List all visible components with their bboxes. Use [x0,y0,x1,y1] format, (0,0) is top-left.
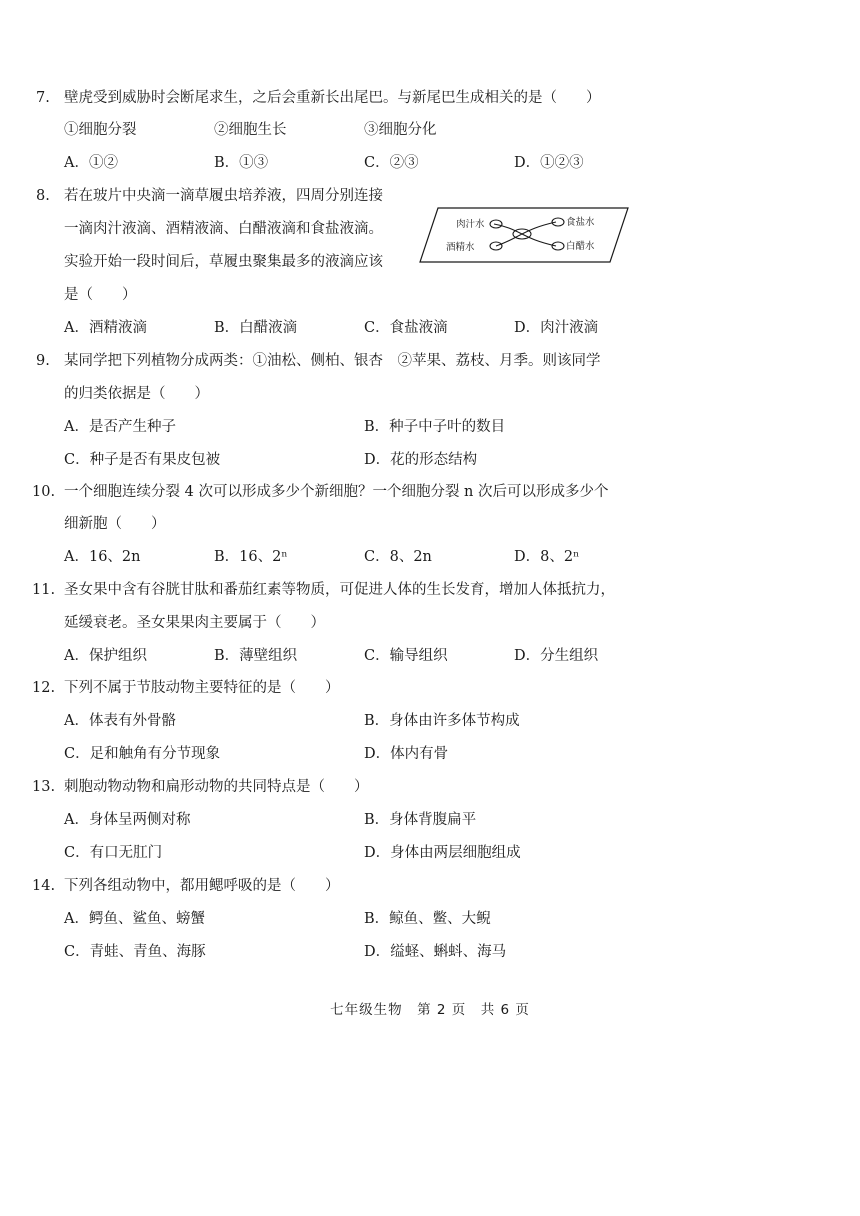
question-number: 13. [32,779,56,795]
question-stem: 延缓衰老。圣女果果肉主要属于（ ） [64,615,325,631]
slide-diagram [416,204,630,266]
option-a: A．体表有外骨骼 [64,713,176,729]
option-a: A．①② [64,155,118,171]
option-a: A．是否产生种子 [64,419,176,435]
option-b: B．鲸鱼、鳖、大鲵 [364,911,491,927]
option-c: C．8、2n [364,549,432,565]
option-c: C．食盐液滴 [364,320,448,336]
question-stem: 若在玻片中央滴一滴草履虫培养液，四周分别连接 [64,188,383,204]
question-number: 8. [36,188,50,204]
option-b: B．16、2ⁿ [214,549,288,565]
option-c: C．足和触角有分节现象 [64,746,221,762]
question-number: 7. [36,90,50,106]
question-number: 12. [32,680,56,696]
option-d: D．肉汁液滴 [514,320,599,336]
option-a: A．身体呈两侧对称 [64,812,191,828]
question-number: 9. [36,353,50,369]
option-a: A．鳄鱼、鲨鱼、螃蟹 [64,911,205,927]
option-b: B．①③ [214,155,269,171]
option-a: A．酒精液滴 [64,320,147,336]
option-c: C．有口无肛门 [64,845,163,861]
option-b: B．身体背腹扁平 [364,812,477,828]
question-item: ③细胞分化 [364,122,437,138]
question-stem: 某同学把下列植物分成两类：①油松、侧柏、银杏 ②苹果、荔枝、月季。则该同学 [64,353,601,369]
option-b: B．薄壁组织 [214,648,298,664]
option-b: B．种子中子叶的数目 [364,419,506,435]
figure-label: 酒精水 [446,242,475,253]
option-c: C．青蛙、青鱼、海豚 [64,944,206,960]
option-c: C．输导组织 [364,648,448,664]
option-b: B．身体由许多体节构成 [364,713,520,729]
option-d: D．分生组织 [514,648,599,664]
question-stem: 的归类依据是（ ） [64,386,209,402]
question-item: ①细胞分裂 [64,122,137,138]
question-stem: 下列各组动物中，都用鳃呼吸的是（ ） [64,878,340,894]
option-d: D．身体由两层细胞组成 [364,845,521,861]
option-d: D．①②③ [514,155,584,171]
option-d: D．花的形态结构 [364,452,478,468]
question-number: 10. [32,484,56,500]
question-item: ②细胞生长 [214,122,287,138]
question-stem: 刺胞动物动物和扁形动物的共同特点是（ ） [64,779,369,795]
option-a: A．16、2n [64,549,141,565]
question-stem: 圣女果中含有谷胱甘肽和番茄红素等物质，可促进人体的生长发育，增加人体抵抗力， [64,582,615,598]
option-b: B．白醋液滴 [214,320,298,336]
question-number: 14. [32,878,56,894]
option-c: C．种子是否有果皮包被 [64,452,221,468]
option-d: D．体内有骨 [364,746,449,762]
page-footer: 七年级生物 第 2 页 共 6 页 [330,1002,530,1018]
option-d: D．缢蛏、蝌蚪、海马 [364,944,507,960]
option-a: A．保护组织 [64,648,147,664]
figure-label: 食盐水 [566,217,595,228]
question-stem: 是（ ） [64,287,137,303]
question-number: 11. [32,582,56,598]
question-stem: 细新胞（ ） [64,516,166,532]
figure-label: 肉汁水 [456,219,485,230]
option-d: D．8、2ⁿ [514,549,580,565]
question-stem: 实验开始一段时间后，草履虫聚集最多的液滴应该 [64,254,383,270]
question-stem: 一滴肉汁液滴、酒精液滴、白醋液滴和食盐液滴。 [64,221,383,237]
option-c: C．②③ [364,155,419,171]
question-stem: 下列不属于节肢动物主要特征的是（ ） [64,680,340,696]
question-stem: 一个细胞连续分裂 4 次可以形成多少个新细胞？一个细胞分裂 n 次后可以形成多少个 [64,484,609,500]
figure-label: 白醋水 [566,241,595,252]
paramecium-experiment-figure [416,204,630,266]
question-stem: 壁虎受到威胁时会断尾求生，之后会重新长出尾巴。与新尾巴生成相关的是（ ） [64,90,601,106]
